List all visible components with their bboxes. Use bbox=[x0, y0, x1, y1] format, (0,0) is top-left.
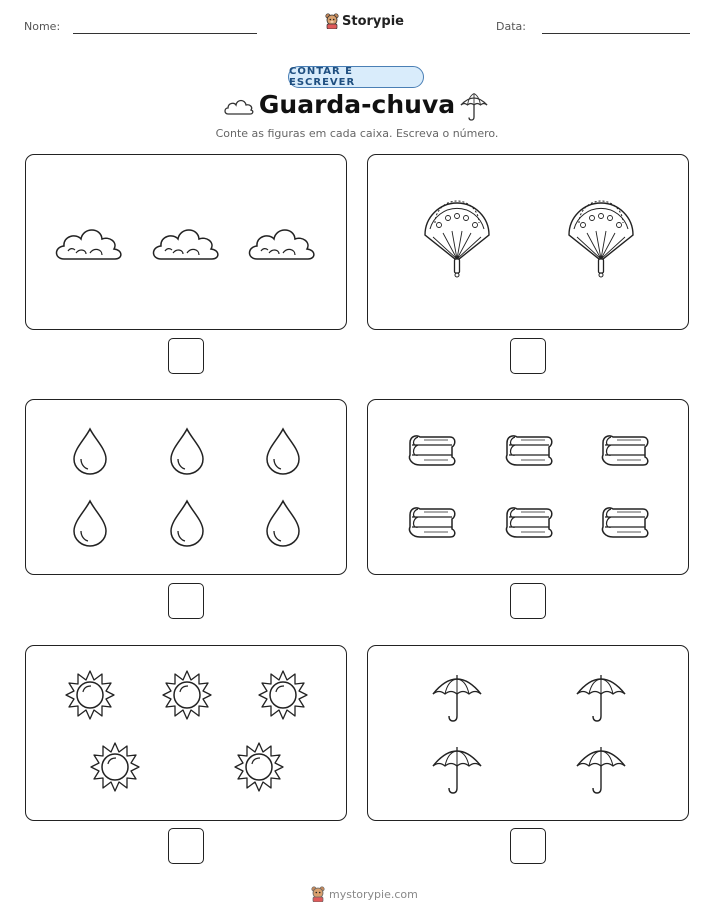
name-label: Nome: bbox=[24, 20, 61, 33]
instructions: Conte as figuras em cada caixa. Escreva o número. bbox=[215, 127, 499, 140]
raindrop-icon bbox=[171, 501, 203, 546]
raindrop-icon bbox=[74, 501, 106, 546]
umbrella-icon bbox=[458, 90, 490, 122]
page-title: Guarda-chuva bbox=[258, 90, 456, 119]
counting-box-towels bbox=[367, 399, 689, 575]
sun-icon bbox=[91, 743, 139, 791]
raindrop-icon bbox=[74, 429, 106, 474]
footer-url[interactable]: mystorypie.com bbox=[329, 887, 418, 901]
bear-mascot-icon bbox=[311, 886, 325, 902]
umbrella-icon bbox=[577, 747, 625, 793]
sun-icon bbox=[259, 671, 307, 719]
footer bbox=[311, 886, 418, 902]
raindrop-icon bbox=[171, 429, 203, 474]
raindrop-icon bbox=[267, 429, 299, 474]
counting-box-clouds bbox=[25, 154, 347, 330]
counting-box-suns bbox=[25, 645, 347, 821]
umbrella-icon bbox=[433, 675, 481, 721]
bear-mascot-icon bbox=[325, 13, 339, 29]
cloud-icon bbox=[250, 230, 314, 259]
sun-icon bbox=[235, 743, 283, 791]
answer-box[interactable] bbox=[510, 828, 546, 864]
hand-fan-icon bbox=[569, 201, 633, 277]
answer-box[interactable] bbox=[510, 338, 546, 374]
sun-icon bbox=[163, 671, 211, 719]
name-line[interactable] bbox=[73, 33, 257, 34]
towel-icon bbox=[506, 436, 551, 465]
cloud-icon bbox=[154, 230, 218, 259]
umbrella-icon bbox=[433, 747, 481, 793]
brand-logo bbox=[325, 13, 404, 29]
date-label: Data: bbox=[496, 20, 526, 33]
counting-box-umbrellas bbox=[367, 645, 689, 821]
answer-box[interactable] bbox=[168, 828, 204, 864]
towel-icon bbox=[602, 508, 647, 537]
counting-box-raindrops bbox=[25, 399, 347, 575]
sun-icon bbox=[66, 671, 114, 719]
counting-box-fans bbox=[367, 154, 689, 330]
towel-icon bbox=[409, 508, 454, 537]
answer-box[interactable] bbox=[168, 583, 204, 619]
towel-icon bbox=[409, 436, 454, 465]
date-line[interactable] bbox=[542, 33, 690, 34]
towel-icon bbox=[602, 436, 647, 465]
cloud-icon bbox=[57, 230, 121, 259]
hand-fan-icon bbox=[425, 201, 489, 277]
answer-box[interactable] bbox=[510, 583, 546, 619]
umbrella-icon bbox=[577, 675, 625, 721]
brand-name: Storypie bbox=[342, 13, 404, 29]
answer-box[interactable] bbox=[168, 338, 204, 374]
activity-badge: CONTAR E ESCREVER bbox=[288, 66, 424, 88]
towel-icon bbox=[506, 508, 551, 537]
raindrop-icon bbox=[267, 501, 299, 546]
